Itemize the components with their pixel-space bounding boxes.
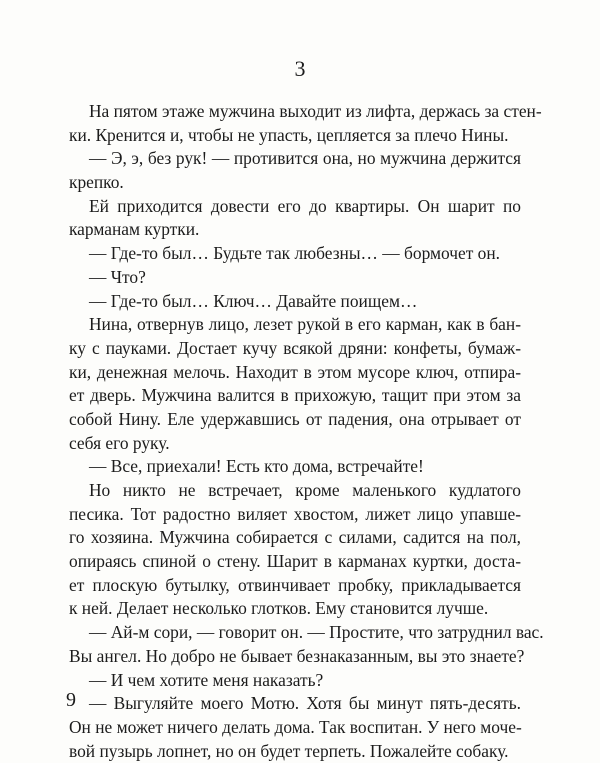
text-line: — И чем хотите меня наказать? bbox=[89, 669, 324, 690]
text-line: — Э, э, без рук! — противится она, но мужчина держится bbox=[89, 148, 521, 169]
body-text bbox=[69, 100, 544, 763]
text-line: крепко. bbox=[69, 172, 124, 193]
text-line: опираясь спиной о стену. Шарит в карманах куртки, доста- bbox=[69, 551, 521, 572]
text-line: карманам куртки. bbox=[69, 219, 200, 240]
text-line: — Ай-м сори, — говорит он. — Простите, что затруднил вас. bbox=[89, 622, 544, 643]
text-line: — Где-то был… Ключ… Давайте поищем… bbox=[89, 290, 418, 311]
text-line: — Выгуляйте моего Мотю. Хотя бы минут пять-десять. bbox=[89, 693, 521, 714]
text-line: ет дверь. Мужчина валится в прихожую, тащит при этом за bbox=[69, 385, 521, 406]
text-line: ку с пауками. Достает кучу всякой дряни: конфеты, бумаж- bbox=[69, 337, 521, 358]
text-line: — Что? bbox=[89, 266, 146, 287]
text-line: ки, денежная мелочь. Находит в этом мусоре ключ, отпира- bbox=[69, 361, 521, 382]
text-line: Он не может ничего делать дома. Так воспитан. У него моче- bbox=[69, 716, 522, 737]
text-line: собой Нину. Еле удержавшись от падения, она отрывает от bbox=[69, 408, 521, 429]
text-line: Ей приходится довести его до квартиры. Он шарит по bbox=[89, 195, 521, 216]
text-line: На пятом этаже мужчина выходит из лифта, держась за стен- bbox=[89, 101, 542, 121]
text-line: Вы ангел. Но добро не бывает безнаказанным, вы это знаете? bbox=[69, 645, 525, 666]
chapter-number: 3 bbox=[294, 56, 306, 81]
text-line: ки. Кренится и, чтобы не упасть, цепляется за плечо Нины. bbox=[69, 124, 509, 145]
text-line: го хозяина. Мужчина собирается с силами, садится на пол, bbox=[69, 527, 521, 548]
text-line: песика. Тот радостно виляет хвостом, лижет лицо упавше- bbox=[69, 503, 521, 524]
text-line: себя его руку. bbox=[69, 432, 170, 453]
text-line: вой пузырь лопнет, но он будет терпеть. Пожалейте собаку. bbox=[69, 740, 509, 761]
text-line: — Все, приехали! Есть кто дома, встречайте! bbox=[89, 456, 424, 477]
text-line: ет плоскую бутылку, отвинчивает пробку, прикладывается bbox=[69, 574, 521, 595]
text-line: к ней. Делает несколько глотков. Ему становится лучше. bbox=[69, 598, 489, 619]
text-line: Нина, отвернув лицо, лезет рукой в его карман, как в бан- bbox=[89, 314, 521, 335]
page-number: 9 bbox=[66, 689, 76, 711]
text-line: — Где-то был… Будьте так любезны… — бормочет он. bbox=[89, 243, 501, 264]
text-line: Но никто не встречает, кроме маленького кудлатого bbox=[89, 480, 521, 500]
